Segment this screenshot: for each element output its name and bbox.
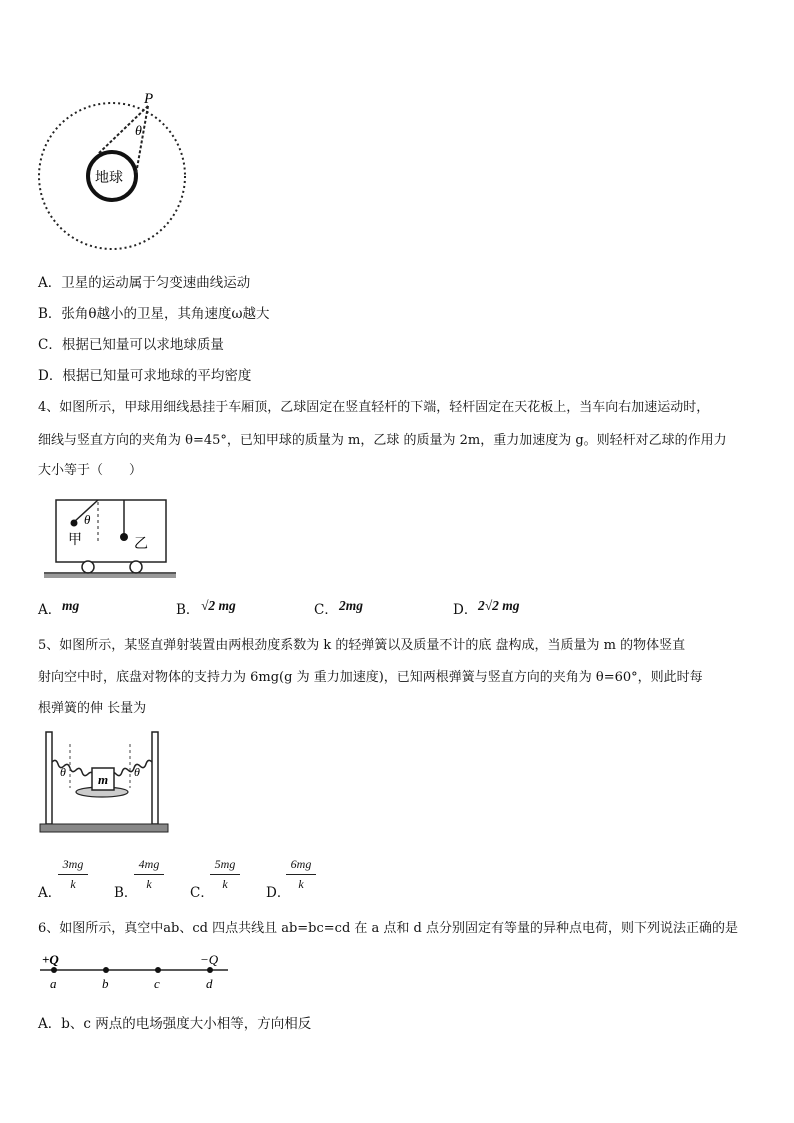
numerator: 4mg (134, 857, 164, 875)
left-post (46, 732, 52, 824)
theta-label: θ (135, 124, 142, 139)
theta-right-label: θ (134, 765, 140, 779)
point-c (155, 967, 161, 973)
q4-stem-line3: 大小等于（ ） (38, 463, 143, 478)
numerator: 3mg (58, 857, 88, 875)
ground-hatch (44, 574, 176, 578)
q3-option-a: A．卫星的运动属于匀变速曲线运动 (38, 275, 251, 291)
q5-option-d-fraction (286, 857, 316, 892)
denominator: k (298, 877, 304, 891)
q5-option-c-fraction (210, 857, 240, 892)
q5-option-b-letter: B． (114, 885, 138, 901)
right-spring (110, 760, 152, 776)
q4-stem-line1: 4、如图所示，甲球用细线悬挂于车厢顶，乙球固定在竖直轻杆的下端，轻杆固定在天花板上，当车向右加速运动时， (38, 400, 710, 415)
q4-option-d-letter: D． (453, 602, 478, 618)
q5-option-c-letter: C． (190, 885, 214, 901)
q4-option-a-letter: A． (38, 602, 62, 618)
q5-stem-line1: 5、如图所示，某竖直弹射装置由两根劲度系数为 k 的轻弹簧以及质量不计的底 盘构成，当质量为 m 的物体竖直 (38, 638, 686, 653)
tangent-line-right (136, 106, 148, 174)
q4-option-c-value: 2mg (339, 598, 364, 613)
right-post (152, 732, 158, 824)
label-b: b (102, 976, 109, 991)
minus-q-label: −Q (200, 952, 219, 967)
point-charges-figure (36, 948, 236, 992)
train-car-figure (40, 496, 180, 580)
theta-left-label: θ (60, 765, 66, 779)
base-plate (40, 824, 168, 832)
mass-label: m (98, 772, 109, 787)
q5-option-a-fraction (58, 857, 88, 892)
earth-label: 地球 (95, 170, 123, 186)
theta-label: θ (84, 512, 91, 527)
q6-stem-line1: 6、如图所示，真空中ab、cd 四点共线且 ab=bc=cd 在 a 点和 d 点分别固定有等量的异种点电荷，则下列说法正确的是 (38, 921, 739, 936)
q4-option-b-value: √2 mg (201, 598, 236, 613)
left-spring (52, 760, 94, 776)
q4-option-d-value: 2√2 mg (478, 598, 520, 613)
denominator: k (70, 877, 76, 891)
q5-stem-line3: 根弹簧的伸 长量为 (38, 701, 147, 716)
q5-stem-line2: 射向空中时，底盘对物体的支持力为 6mg(g 为 重力加速度)，已知两根弹簧与竖直方向的夹角为 θ=60°，则此时每 (38, 670, 703, 685)
q3-option-c: C．根据已知量可以求地球质量 (38, 337, 224, 353)
car-body (56, 500, 166, 562)
ball-jia (71, 520, 78, 527)
wheel-right (130, 561, 142, 573)
wheel-left (82, 561, 94, 573)
q5-option-a-letter: A． (38, 885, 62, 901)
denominator: k (146, 877, 152, 891)
label-c: c (154, 976, 160, 991)
numerator: 5mg (210, 857, 240, 875)
label-jia: 甲 (68, 532, 82, 548)
ball-yi (120, 533, 128, 541)
q4-option-b-letter: B． (176, 602, 200, 618)
q4-option-c-letter: C． (314, 602, 338, 618)
q5-option-b-fraction (134, 857, 164, 892)
plus-q-label: +Q (42, 952, 59, 967)
point-b (103, 967, 109, 973)
q4-stem-line2: 细线与竖直方向的夹角为 θ=45°，已知甲球的质量为 m，乙球 的质量为 2m，重力加速度为 g。则轻杆对乙球的作用力 (38, 433, 727, 448)
q6-option-a: A．b、c 两点的电场强度大小相等，方向相反 (38, 1016, 312, 1032)
q4-option-a-value: mg (62, 598, 80, 613)
q3-option-b: B．张角θ越小的卫星，其角速度ω越大 (38, 306, 270, 322)
label-yi: 乙 (134, 536, 148, 552)
numerator: 6mg (286, 857, 316, 875)
point-a (51, 967, 57, 973)
q3-option-d: D．根据已知量可求地球的平均密度 (38, 368, 252, 384)
spring-launcher-figure (38, 728, 172, 838)
denominator: k (222, 877, 228, 891)
earth-satellite-figure (36, 88, 192, 252)
point-d (207, 967, 213, 973)
q5-option-d-letter: D． (266, 885, 291, 901)
point-p-label: P (144, 91, 154, 107)
label-d: d (206, 976, 213, 991)
label-a: a (50, 976, 57, 991)
